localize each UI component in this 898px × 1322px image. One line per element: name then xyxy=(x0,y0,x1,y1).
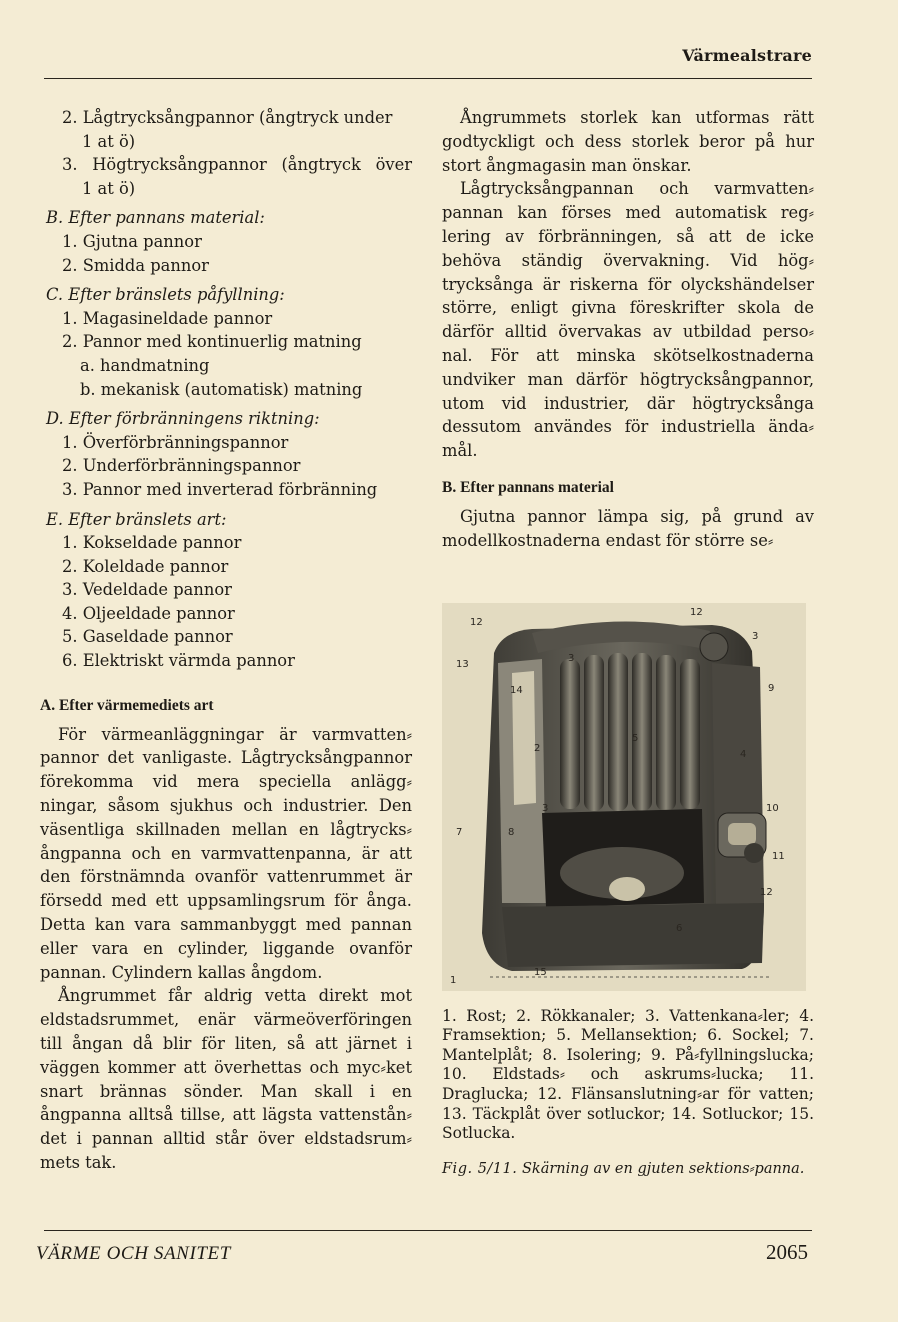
callout-label: 12 xyxy=(690,606,703,618)
running-title: Värmealstrare xyxy=(682,46,812,65)
outline-item: 2. Lågtrycksångpannor (ångtryck under xyxy=(62,108,393,127)
callout-label: 1 xyxy=(450,974,457,986)
boiler-cutaway-figure xyxy=(442,603,806,991)
outline-item: 5. Gaseldade pannor xyxy=(62,627,233,647)
paragraph: Gjutna pannor lämpa sig, på grund av modellkostnaderna endast för större se⸗ xyxy=(442,506,814,550)
outline-item: a. handmatning xyxy=(80,355,210,375)
callout-label: 9 xyxy=(768,682,775,694)
callout-label: 12 xyxy=(470,616,483,628)
callout-label: 2 xyxy=(534,742,541,754)
section-heading-a: A. Efter värmemediets art xyxy=(40,696,214,714)
callout-label: 8 xyxy=(508,826,515,838)
footer-rule xyxy=(44,1230,812,1231)
figure-caption-label: Fig. 5/11. xyxy=(442,1160,518,1177)
outline-heading: E. Efter bränslets art: xyxy=(46,509,227,529)
callout-label: 12 xyxy=(760,886,773,898)
classification-outline xyxy=(40,106,412,673)
outline-heading: C. Efter bränslets påfyllning: xyxy=(46,285,285,305)
callout-label: 10 xyxy=(766,802,779,814)
callout-label: 15 xyxy=(534,966,547,978)
callout-label: 13 xyxy=(456,658,469,670)
callout-label: 6 xyxy=(676,922,683,934)
callout-label: 7 xyxy=(456,826,463,838)
outline-item: 3. Pannor med inverterad förbränning xyxy=(62,479,378,499)
section-heading-b: B. Efter pannans material xyxy=(442,478,614,496)
left-column xyxy=(40,106,412,1175)
outline-item: 1. Magasineldade pannor xyxy=(62,308,273,328)
outline-heading: D. Efter förbränningens riktning: xyxy=(46,409,320,429)
outline-item: 2. Underförbränningspannor xyxy=(62,456,301,476)
paragraph: Ångrummet får aldrig vetta direkt mot eldstadsrummet, enär värmeöverföringen till ångan då blir för liten, så att järnet i väggen kommer att överhettas och myc⸗ket snart brännas sönder. Man skall i en ångpanna alltså tillse, att lägsta vattenstån⸗det i pannan alltid står över eldstadsrum⸗mets tak. xyxy=(40,986,412,1172)
outline-item: 2. Koleldade pannor xyxy=(62,556,229,576)
outline-heading: B. Efter pannans material: xyxy=(46,208,265,228)
callout-label: 3 xyxy=(542,802,549,814)
outline-item: 1. Kokseldade pannor xyxy=(62,533,242,553)
right-column xyxy=(442,106,814,1181)
paragraph: Lågtrycksångpannan och varmvatten⸗pannan kan förses med automatisk reg⸗lering av förbränningen, så att de icke behöva ständig övervakning. Vid hög⸗trycksånga är riskerna för olyckshändelser större, enligt givna föreskrifter skola de därför alltid övervakas av utbildad perso⸗nal. För att minska skötselkostnaderna undviker man därför högtrycksångpannor, utom vid industrier, där högtrycksånga dessutom användes för industriella ända⸗mål. xyxy=(442,179,814,461)
outline-item: 2. Smidda pannor xyxy=(62,255,209,275)
figure-caption-text: Skärning av en gjuten sektions⸗panna. xyxy=(521,1160,805,1177)
header-rule xyxy=(44,78,812,79)
outline-item: 1. Överförbränningspannor xyxy=(62,432,289,452)
callout-label: 11 xyxy=(772,850,785,862)
outline-item: 1. Gjutna pannor xyxy=(62,231,202,251)
boiler-illustration xyxy=(442,603,806,991)
figure-caption xyxy=(442,1158,814,1181)
outline-item: 1 at ö) xyxy=(82,131,136,151)
callout-label: 4 xyxy=(740,748,747,760)
paragraph: Ångrummets storlek kan utformas rätt godtyckligt och dess storlek beror på hur stort ångmagasin man önskar. xyxy=(442,108,814,175)
callout-label: 3 xyxy=(568,652,575,664)
paragraph: För värmeanläggningar är varmvatten⸗pannor det vanligaste. Lågtrycksångpannor förekomma vid mera speciella anlägg⸗ningar, såsom sjukhus och industrier. Den väsentliga skillnaden mellan en lågtrycks⸗ångpanna och en varmvattenpanna, är att den förstnämnda ovanför vattenrummet är försedd med ett uppsamlingsrum för ånga. Detta kan vara sammanbyggt med pannan eller vara en cylinder, liggande ovanför pannan. Cylindern kallas ångdom. xyxy=(40,724,412,982)
figure-legend: 1. Rost; 2. Rökkanaler; 3. Vattenkana⸗ler; 4. Framsektion; 5. Mellansektion; 6. Sockel; 7. Mantelplåt; 8. Isolering; 9. På⸗fyllningslucka; 10. Eldstads⸗ och askrums⸗lucka; 11. Draglucka; 12. Flänsanslutning⸗ar för vatten; 13. Täckplåt över sotluckor; 14. Sotluckor; 15. Sotlucka. xyxy=(442,1006,814,1143)
callout-label: 3 xyxy=(752,630,759,642)
callout-label: 5 xyxy=(632,732,639,744)
outline-item: 3. Högtrycksångpannor (ångtryck över xyxy=(62,155,412,175)
callout-label: 14 xyxy=(510,684,523,696)
outline-item: 1 at ö) xyxy=(82,178,136,198)
outline-item: 4. Oljeeldade pannor xyxy=(62,603,235,623)
publication-name: VÄRME OCH SANITET xyxy=(36,1243,231,1264)
outline-item: 3. Vedeldade pannor xyxy=(62,580,232,600)
outline-item: b. mekanisk (automatisk) matning xyxy=(80,379,363,399)
outline-item: 2. Pannor med kontinuerlig matning xyxy=(62,332,362,352)
page-number: 2065 xyxy=(766,1240,808,1264)
outline-item: 6. Elektriskt värmda pannor xyxy=(62,651,295,671)
